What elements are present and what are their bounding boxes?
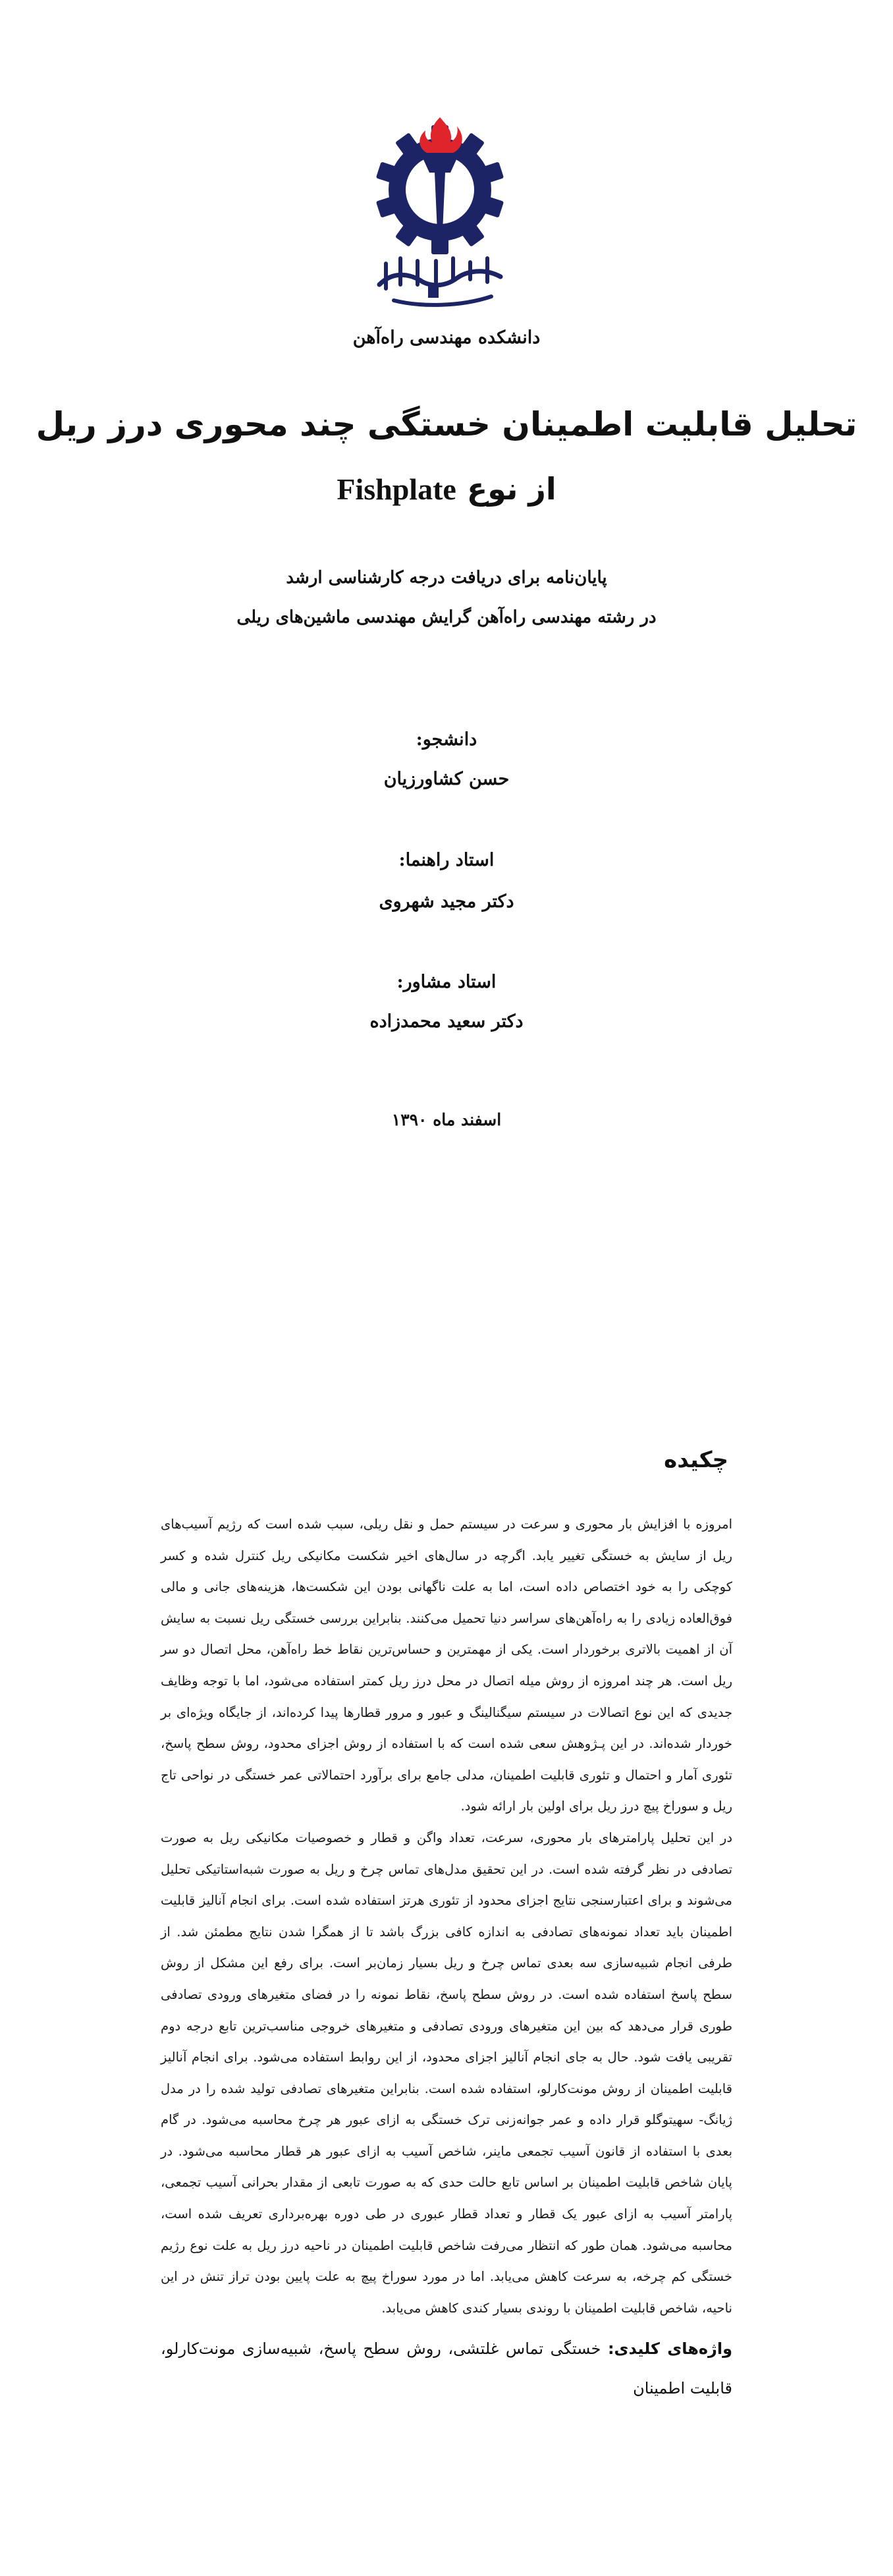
keywords — [161, 2329, 732, 2408]
gear-tooth — [431, 235, 448, 254]
consultant-name: دکتر سعید محمدزاده — [369, 1011, 524, 1032]
keywords-label: واژه‌های کلیدی: — [607, 2339, 733, 2358]
abstract-body — [161, 1509, 732, 2324]
faculty-name: دانشکده مهندسی راه‌آهن — [352, 327, 541, 348]
advisor-label: استاد راهنما: — [398, 850, 495, 870]
thesis-date: اسفند ماه ۱۳۹۰ — [391, 1110, 502, 1129]
keywords-list: خستگی تماس غلتشی، روش سطح پاسخ، شبیه‌سازی مونت‌کارلو، قابلیت اطمینان — [161, 2339, 732, 2397]
degree-line2: در رشته مهندسی راه‌آهن گرایش مهندسی ماشین‌های ریلی — [236, 607, 657, 627]
student-name: حسن کشاورزیان — [383, 769, 510, 789]
university-logo-icon — [354, 112, 526, 310]
thesis-title-line2-latin: Fishplate — [337, 472, 456, 506]
thesis-title-line1: تحلیل قابلیت اطمینان خستگی چند محوری درز ریل — [36, 405, 857, 443]
thesis-title-line2 — [0, 471, 893, 507]
student-label: دانشجو: — [416, 729, 477, 750]
thesis-title-line2-prefix: از نوع — [466, 471, 556, 507]
abstract-heading: چکیده — [664, 1447, 728, 1473]
abstract-paragraph-2: در این تحلیل پارامترهای بار محوری، سرعت، تعداد واگن و قطار و خصوصیات مکانیکی ریل به صورت تصادفی در نظر گرفته شده است. در این تحقیق مدل‌های تماس چرخ و ریل به صورت شبه‌استاتیکی تحلیل می‌شوند و برای اعتبارسنجی نتایج اجزای محدود از تئوری هرتز استفاده شده است. برای انجام آنالیز قابلیت اطمینان باید تعداد نمونه‌های تصادفی به اندازه کافی بزرگ باشد تا از همگرا شدن نتایج مطمئن شد. از طرفی انجام شبیه‌سازی سه بعدی تماس چرخ و ریل بسیار زمان‌بر است. برای رفع این مشکل از روش سطح پاسخ استفاده شده است. در روش سطح پاسخ، نقاط نمونه را در فضای متغیرهای ورودی تصادفی طوری قرار می‌دهد که بین این متغیرهای ورودی تصادفی و متغیرهای خروجی مناسب‌ترین تابع درجه دوم تقریبی یافت شود. حال به جای انجام آنالیز اجزای محدود، از این روابط استفاده می‌شود. برای انجام آنالیز قابلیت اطمینان از روش مونت‌کارلو، استفاده شده است. بنابراین متغیرهای تصادفی تولید شده را در مدل ژیانگ- سهیتوگلو قرار داده و عمر جوانه‌زنی ترک خستگی به ازای عبور هر چرخ محاسبه می‌شود. در گام بعدی با استفاده از قانون آسیب تجمعی ماینر، شاخص آسیب به ازای عبور هر قطار محاسبه می‌شود. در پایان شاخص قابلیت اطمینان بر اساس تابع حالت حدی که به صورت تابعی از مقدار بحرانی آسیب تجمعی، پارامتر آسیب به ازای عبور یک قطار و تعداد قطار عبوری در طی دوره بهره‌برداری تعریف شده است، محاسبه می‌شود. همان طور که انتظار می‌رفت شاخص قابلیت اطمینان در ناحیه درز ریل به علت نوع رژیم خستگی کم چرخه، به سرعت کاهش می‌یابد. اما در مورد سوراخ پیچ به علت پایین بودن تراز تنش در این ناحیه، شاخص قابلیت اطمینان با روندی بسیار کندی کاهش می‌یابد. — [161, 1830, 732, 2316]
abstract-paragraph-1: امروزه با افزایش بار محوری و سرعت در سیستم حمل و نقل ریلی، سبب شده است که رژیم آسیب‌های ریل از سایش به خستگی تغییر یابد. اگرچه در سال‌های اخیر شکست مکانیکی ریل کنترل شده و کسر کوچکی را به خود اختصاص داده است، اما به علت ناگهانی بودن این شکست‌ها، هزینه‌های جانی و مالی فوق‌العاده زیادی را به راه‌آهن‌های سراسر دنیا تحمیل می‌کنند. بنابراین بررسی خستگی ریل نسبت به سایش آن از اهمیت بالاتری برخوردار است. یکی از مهمترین و حساس‌ترین نقاط خط راه‌آهن، محل اتصال دو سر ریل است. هر چند امروزه از روش میله اتصال در محل درز ریل کمتر استفاده می‌شود، اما با توجه وظایف جدیدی که این نوع اتصالات در سیستم سیگنالینگ و عبور و مرور قطارها پیدا کرده‌اند، از جایگاه ویژه‌ای بر خوردار شده‌اند. در این پـژوهش سعی شده است که با استفاده از روش اجزای محدود، روش سطح پاسخ، تئوری آمار و احتمال و تئوری قابلیت اطمینان، مدلی جامع برای برآورد احتمالاتی عمر خستگی در نواحی تاج ریل و سوراخ پیچ درز ریل برای اولین بار ارائه شود. — [161, 1517, 732, 1814]
advisor-name: دکتر مجید شهروی — [379, 891, 514, 912]
consultant-label: استاد مشاور: — [396, 972, 497, 992]
degree-line1: پایان‌نامه برای دریافت درجه کارشناسی ارشد — [286, 568, 607, 588]
